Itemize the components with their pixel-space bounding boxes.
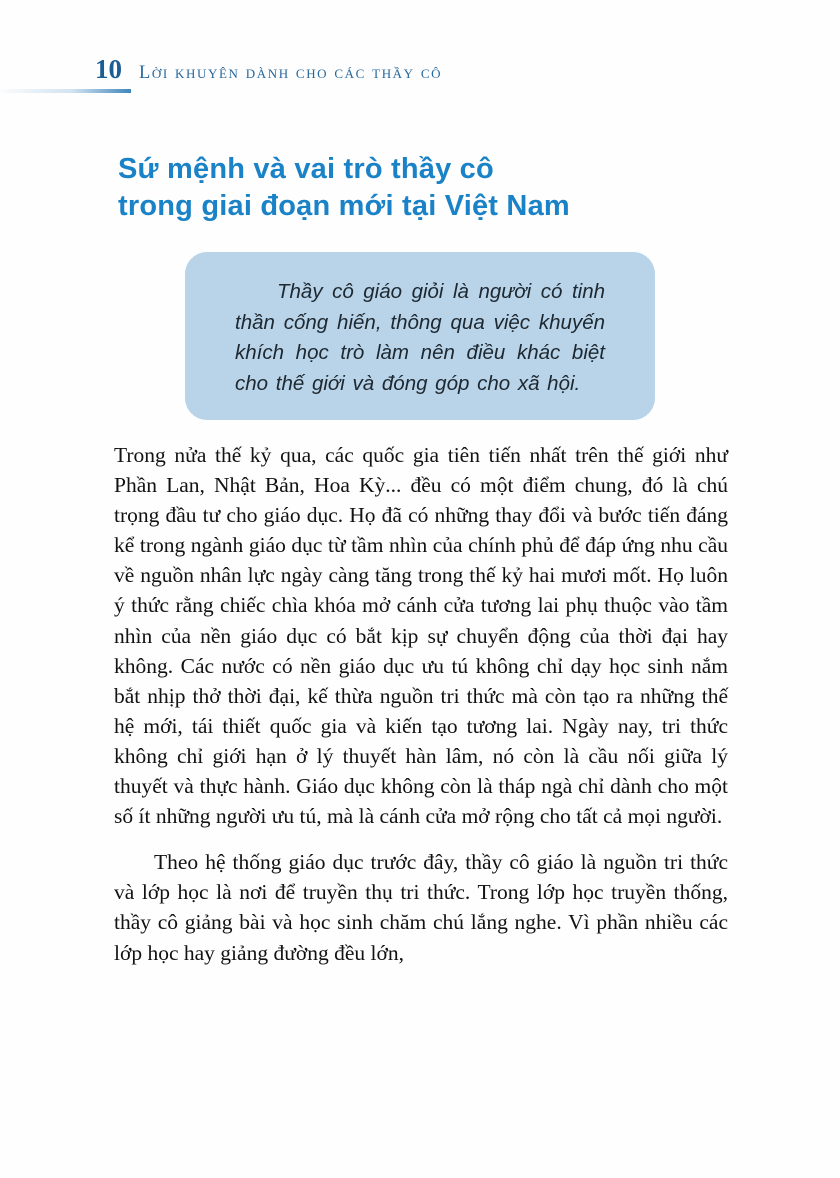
body-text bbox=[114, 440, 728, 968]
paragraph: Theo hệ thống giáo dục trước đây, thầy cô giáo là nguồn tri thức và lớp học là nơi để truyền thụ tri thức. Trong lớp học truyền thống, thầy cô giảng bài và học sinh chăm chú lắng nghe. Vì phần nhiều các lớp học hay giảng đường đều lớn, bbox=[114, 850, 728, 965]
quote-box bbox=[185, 252, 655, 420]
paragraph: Trong nửa thế kỷ qua, các quốc gia tiên tiến nhất trên thế giới như Phần Lan, Nhật Bản, Hoa Kỳ... đều có một điểm chung, đó là chú trọng đầu tư cho giáo dục. Họ đã có những thay đổi và bước tiến đáng kể trong ngành giáo dục từ tầm nhìn của chính phủ để đáp ứng nhu cầu về nguồn nhân lực ngày càng tăng trong thế kỷ hai mươi mốt. Họ luôn ý thức rằng chiếc chìa khóa mở cánh cửa tương lai phụ thuộc vào tầm nhìn của nền giáo dục có bắt kịp sự chuyển động của thời đại hay không. Các nước có nền giáo dục ưu tú không chỉ dạy học sinh nắm bắt nhịp thở thời đại, kế thừa nguồn tri thức mà còn tạo ra những thế hệ mới, tái thiết quốc gia và kiến tạo tương lai. Ngày nay, tri thức không chỉ giới hạn ở lý thuyết hàn lâm, nó còn là cầu nối giữa lý thuyết và thực hành. Giáo dục không còn là tháp ngà chỉ dành cho một số ít những người ưu tú, mà là cánh cửa mở rộng cho tất cả mọi người. bbox=[114, 443, 728, 829]
chapter-title bbox=[118, 151, 570, 225]
header-rule-divider bbox=[0, 89, 131, 93]
chapter-title-line1: Sứ mệnh và vai trò thầy cô bbox=[118, 153, 494, 185]
chapter-title-line2: trong giai đoạn mới tại Việt Nam bbox=[118, 190, 570, 222]
quote-text: Thầy cô giáo giỏi là người có tinh thần cống hiến, thông qua việc khuyến khích học trò làm nên điều khác biệt cho thế giới và đóng góp cho xã hội. bbox=[235, 280, 605, 395]
running-title: Lời khuyên dành cho các thầy cô bbox=[139, 63, 443, 83]
running-header bbox=[95, 56, 442, 83]
page-number: 10 bbox=[95, 54, 122, 84]
